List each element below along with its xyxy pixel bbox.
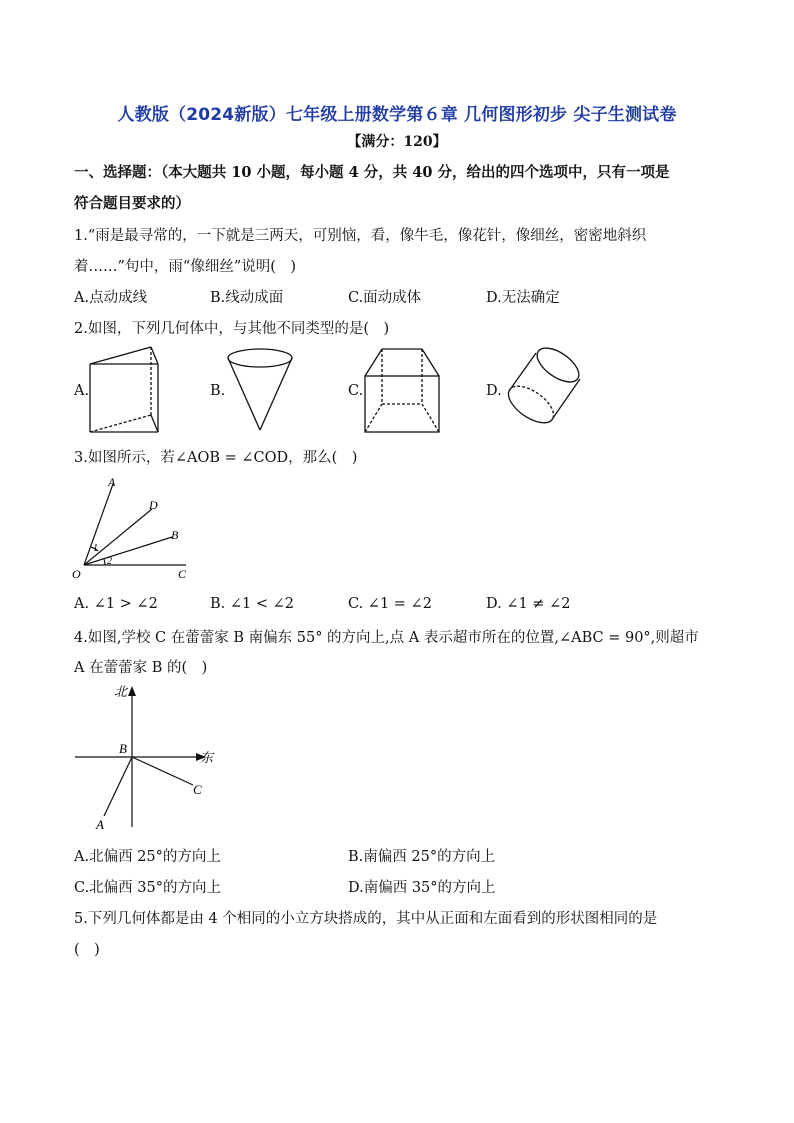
q2-label-c: C. — [348, 383, 364, 399]
label-angle-1: 1 — [93, 543, 98, 554]
cylinder-figure — [500, 344, 590, 436]
q2-stem: 2.如图，下列几何体中，与其他不同类型的是( ) — [74, 321, 390, 337]
q5-stem-line1: 5.下列几何体都是由 4 个相同的小立方块搭成的，其中从正面和左面看到的形状图相同的是 — [74, 911, 658, 927]
cone-figure — [224, 346, 300, 434]
label-b-point: B — [119, 741, 127, 756]
label-d: D — [149, 498, 158, 512]
label-east: 东 — [200, 750, 214, 765]
q2-label-d: D. — [486, 383, 502, 399]
q2-label-b: B. — [210, 383, 226, 399]
angle-figure — [70, 472, 200, 588]
q4-option-a: A.北偏西 25°的方向上 — [74, 849, 221, 865]
label-c: C — [178, 567, 187, 581]
q3-stem: 3.如图所示，若∠AOB = ∠COD，那么( ) — [74, 450, 358, 466]
q1-stem-line1: 1.“雨是最寻常的，一下就是三两天，可别恼，看，像牛毛，像花针，像细丝，密密地斜织 — [74, 228, 647, 244]
triangular-prism-figure — [86, 344, 164, 436]
section-heading-line1: 一、选择题：（本大题共 10 小题，每小题 4 分，共 40 分，给出的四个选项中，只有一项是 — [74, 164, 670, 181]
q1-option-c: C.面动成体 — [348, 290, 422, 306]
label-a: A — [108, 475, 116, 489]
q4-option-d: D.南偏西 35°的方向上 — [348, 880, 496, 896]
q1-option-b: B.线动成面 — [210, 290, 284, 306]
q4-option-b: B.南偏西 25°的方向上 — [348, 849, 496, 865]
page-title: 人教版（2024新版）七年级上册数学第６章 几何图形初步 尖子生测试卷 — [117, 105, 677, 125]
label-o: O — [72, 567, 81, 581]
q2-label-a: A. — [74, 383, 90, 399]
q5-stem-line2: ( ) — [74, 942, 100, 958]
q1-option-a: A.点动成线 — [74, 290, 148, 306]
full-score: 【满分：120】 — [347, 134, 447, 150]
q4-option-c: C.北偏西 35°的方向上 — [74, 880, 221, 896]
q3-option-a: A. ∠1 > ∠2 — [74, 596, 158, 612]
section-heading-line2: 符合题目要求的） — [74, 195, 190, 212]
quadrangular-prism-figure — [360, 346, 448, 436]
q3-option-c: C. ∠1 = ∠2 — [348, 596, 432, 612]
q3-option-b: B. ∠1 < ∠2 — [210, 596, 294, 612]
label-a-point: A — [96, 817, 104, 832]
label-north: 北 — [114, 684, 128, 699]
label-b: B — [171, 528, 179, 542]
q1-option-d: D.无法确定 — [486, 290, 560, 306]
q3-option-d: D. ∠1 ≠ ∠2 — [486, 596, 571, 612]
direction-figure — [70, 682, 230, 832]
q4-stem-line1: 4.如图,学校 C 在蕾蕾家 B 南偏东 55° 的方向上,点 A 表示超市所在的位置,∠ABC = 90°,则超市 — [74, 630, 699, 646]
label-c-point: C — [193, 782, 202, 797]
q4-stem-line2: A 在蕾蕾家 B 的( ) — [74, 660, 208, 676]
north-arrow-icon — [128, 686, 136, 696]
q1-stem-line2: 着……”句中，雨“像细丝”说明( ) — [74, 259, 297, 275]
label-angle-2: 2 — [107, 556, 112, 567]
